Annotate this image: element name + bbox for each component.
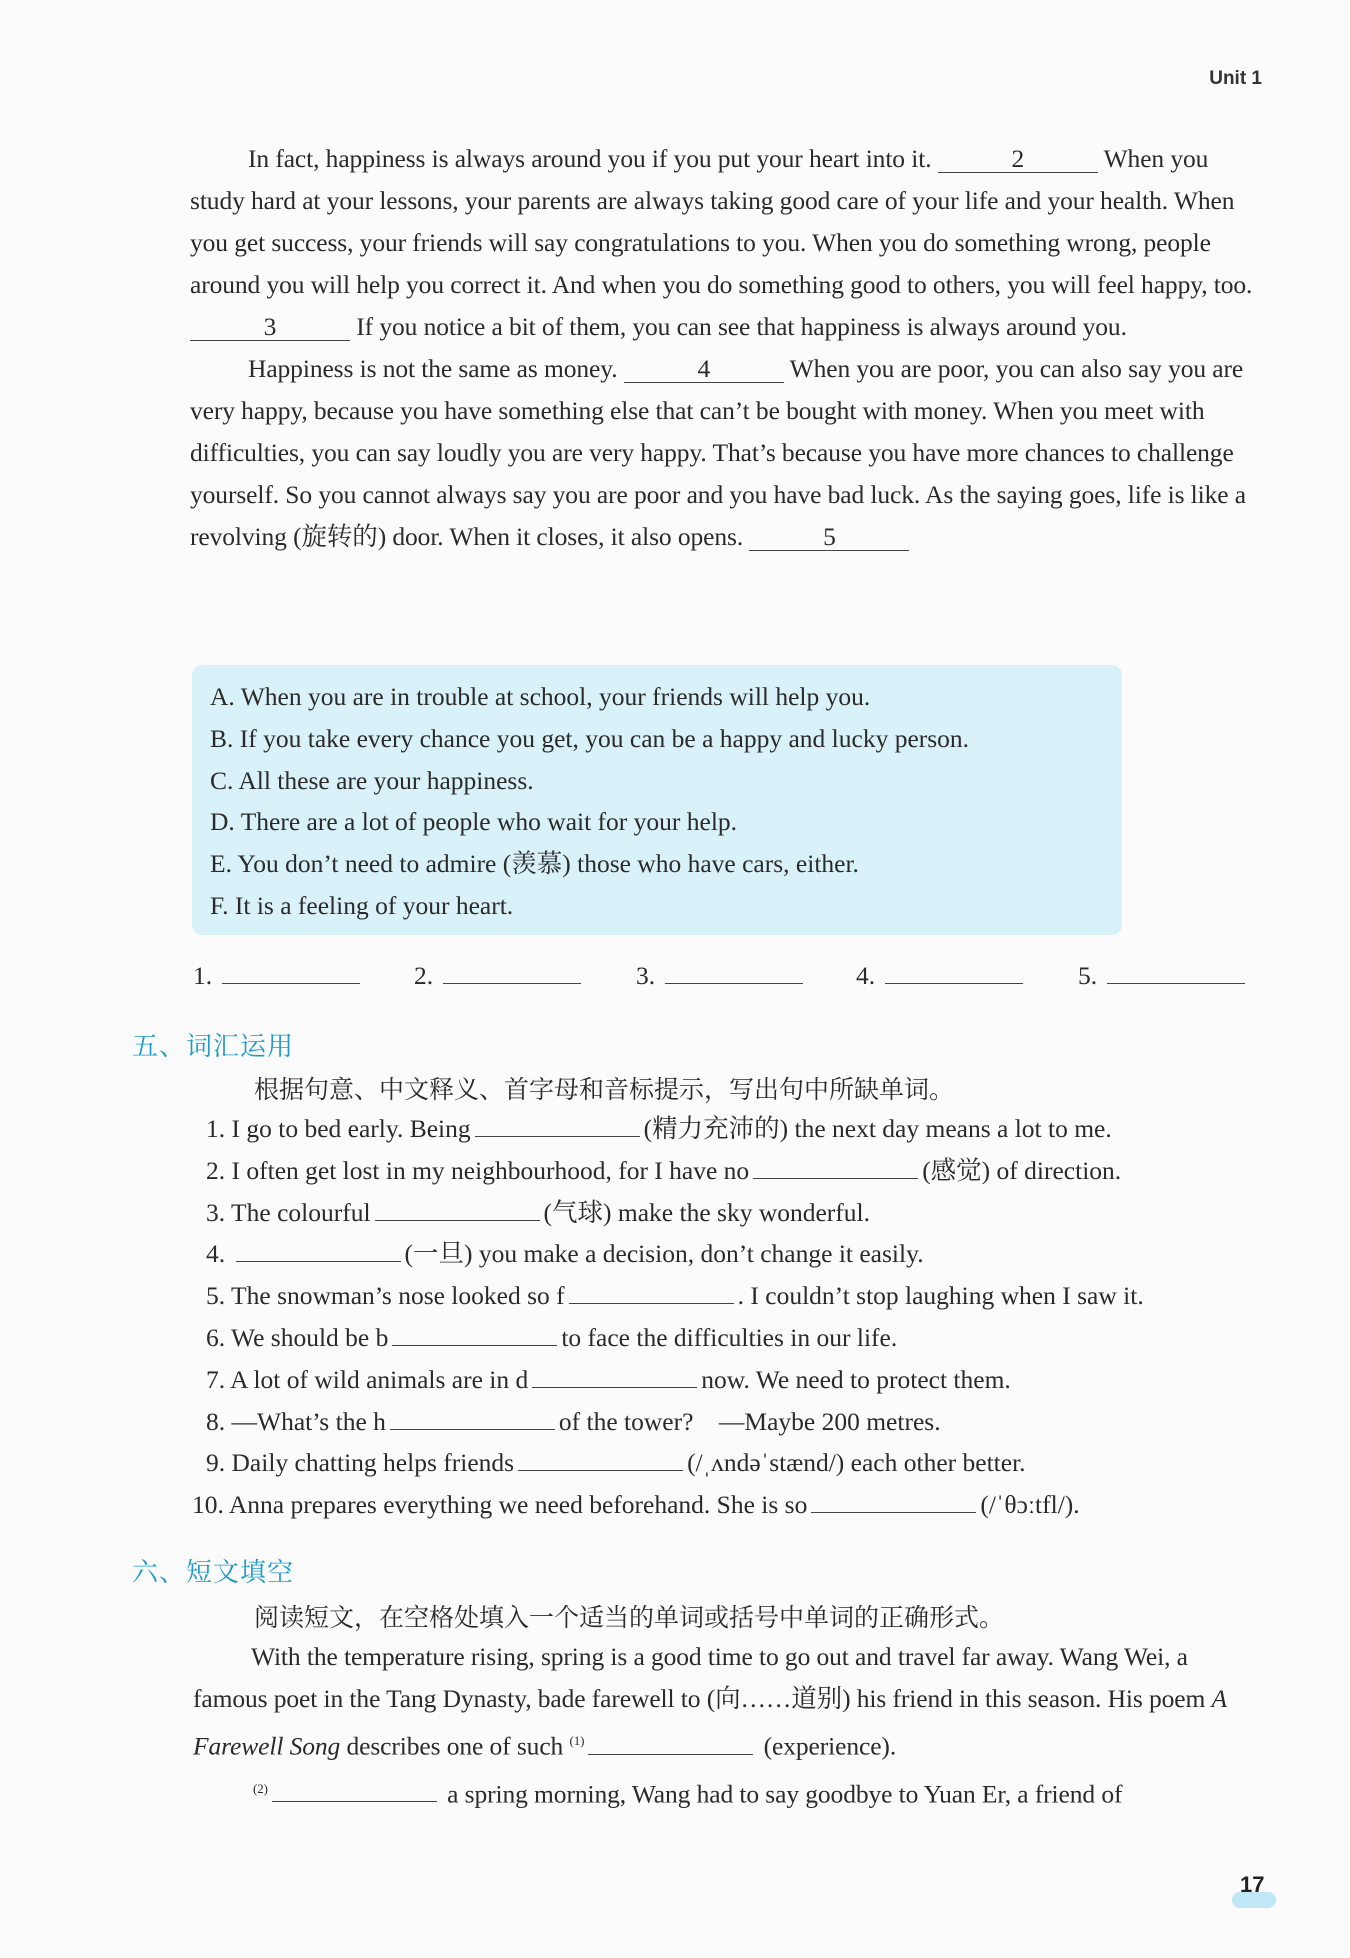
answer-2-blank[interactable] xyxy=(443,955,581,984)
vocab-item-4: 4. (一旦) you make a decision, don’t change it easily. xyxy=(192,1233,1292,1275)
option-a: A. When you are in trouble at school, your friends will help you. xyxy=(210,682,871,711)
vocab-blank-5[interactable] xyxy=(569,1275,734,1304)
vocab-blank-1[interactable] xyxy=(475,1108,640,1137)
vocab-item-7: 7. A lot of wild animals are in d now. We need to protect them. xyxy=(192,1359,1292,1401)
vocab-item-5: 5. The snowman’s nose looked so f . I couldn’t stop laughing when I saw it. xyxy=(192,1275,1292,1317)
option-e: E. You don’t need to admire (羡慕) those who have cars, either. xyxy=(210,849,859,879)
option-f: F. It is a feeling of your heart. xyxy=(210,890,514,920)
options-list xyxy=(210,676,969,927)
vocab-item-10: 10. Anna prepares everything we need beforehand. She is so (/ˈθɔːtfl/). xyxy=(192,1484,1292,1526)
vocab-item-1: 1. I go to bed early. Being (精力充沛的) the next day means a lot to me. xyxy=(192,1108,1292,1150)
paragraph-1: In fact, happiness is always around you if you put your heart into it. 2 When you study hard at your lessons, your parents are always taking good care of your life and your health. When you get success, your friends will say congratulations to you. When you do something wrong, people around you will help you correct it. And when you do something good to others, you will feel happy, too. 3 If you notice a bit of them, you can see that happiness is always around you. xyxy=(190,144,1253,341)
answer-4: 4. xyxy=(856,955,1023,991)
cloze-line-2: $^{(2)}$ a spring morning, Wang had to say goodbye to Yuan Er, a friend of xyxy=(193,1768,1263,1816)
vocab-blank-9[interactable] xyxy=(518,1442,683,1471)
section-5-instruction: 根据句意、中文释义、首字母和音标提示，写出句中所缺单词。 xyxy=(254,1075,955,1104)
vocab-item-2: 2. I often get lost in my neighbourhood, for I have no (感觉) of direction. xyxy=(192,1150,1292,1192)
vocab-item-3: 3. The colourful (气球) make the sky wonderful. xyxy=(192,1192,1292,1234)
answer-2: 2. xyxy=(414,955,581,991)
answer-1-blank[interactable] xyxy=(222,955,360,984)
vocab-blank-3[interactable] xyxy=(375,1192,540,1221)
answer-5-blank[interactable] xyxy=(1107,955,1245,984)
cloze-paragraph: With the temperature rising, spring is a good time to go out and travel far away. Wang Wei, a famous poet in the Tang Dynasty, bade farewell to (向……道别) his friend in this season. His poem A Farewell Song describes one of such $^{(1)}$ (experience). xyxy=(193,1642,1227,1761)
cloze-passage xyxy=(193,1636,1263,1815)
vocab-blank-4[interactable] xyxy=(236,1233,401,1262)
vocab-list xyxy=(192,1108,1292,1526)
answer-1: 1. xyxy=(193,955,360,991)
unit-label: Unit 1 xyxy=(1209,68,1262,89)
vocab-blank-7[interactable] xyxy=(532,1359,697,1388)
answer-5: 5. xyxy=(1078,955,1245,991)
answer-4-blank[interactable] xyxy=(885,955,1023,984)
poem-title: A Farewell Song xyxy=(193,1684,1227,1761)
answer-row xyxy=(190,955,1250,997)
section-5-title: 五、词汇运用 xyxy=(132,1032,295,1062)
answer-3: 3. xyxy=(636,955,803,991)
vocab-item-9: 9. Daily chatting helps friends (/ˌʌndəˈstænd/) each other better. xyxy=(192,1442,1292,1484)
gap-3[interactable]: 3 xyxy=(190,312,350,341)
cloze-blank-1[interactable] xyxy=(588,1726,753,1755)
answer-3-blank[interactable] xyxy=(665,955,803,984)
vocab-blank-8[interactable] xyxy=(390,1401,555,1430)
gap-4[interactable]: 4 xyxy=(624,354,784,383)
paragraph-2: Happiness is not the same as money. 4 When you are poor, you can also say you are very happy, because you have something else that can’t be bought with money. When you meet with difficulties, you can say loudly you are very happy. That’s because you have more chances to challenge yourself. So you cannot always say you are poor and you have bad luck. As the saying goes, life is like a revolving (旋转的) door. When it closes, it also opens. 5 xyxy=(190,354,1247,551)
section-6-instruction: 阅读短文，在空格处填入一个适当的单词或括号中单词的正确形式。 xyxy=(254,1603,1005,1632)
option-d: D. There are a lot of people who wait for your help. xyxy=(210,807,738,837)
cloze-blank-2[interactable] xyxy=(272,1773,437,1802)
reading-passage xyxy=(190,138,1265,558)
option-c: C. All these are your happiness. xyxy=(210,765,534,795)
section-6-title: 六、短文填空 xyxy=(132,1558,295,1588)
vocab-blank-6[interactable] xyxy=(392,1317,557,1346)
gap-5[interactable]: 5 xyxy=(749,522,909,551)
vocab-item-8: 8. —What’s the h of the tower? —Maybe 200 metres. xyxy=(192,1401,1292,1443)
vocab-blank-10[interactable] xyxy=(811,1484,976,1513)
option-b: B. If you take every chance you get, you can be a happy and lucky person. xyxy=(210,723,970,753)
page-number: 17 xyxy=(1228,1872,1280,1912)
vocab-item-6: 6. We should be b to face the difficulties in our life. xyxy=(192,1317,1292,1359)
vocab-blank-2[interactable] xyxy=(753,1150,918,1179)
gap-2[interactable]: 2 xyxy=(938,144,1098,173)
